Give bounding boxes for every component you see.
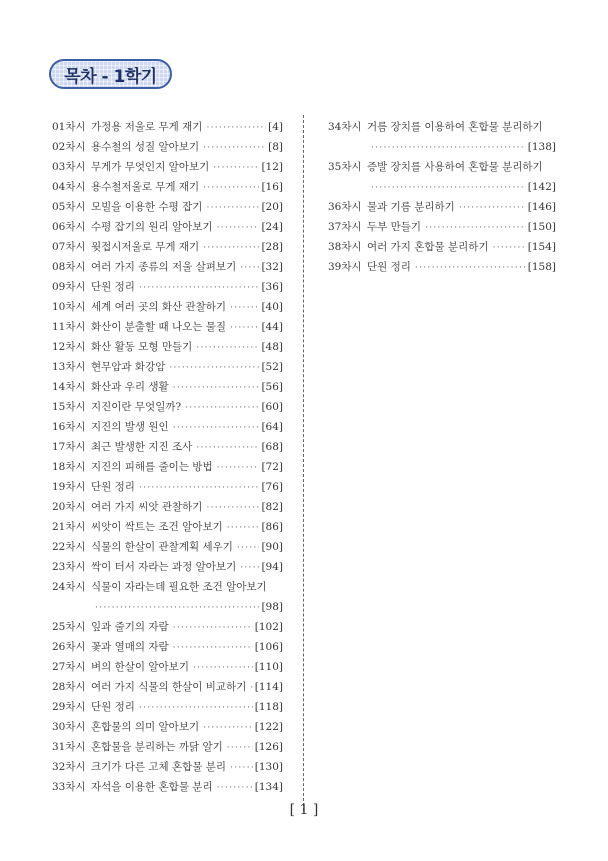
page-ref: [40] <box>261 301 283 313</box>
page-ref: [60] <box>261 401 283 413</box>
lesson-title: 꽃과 열매의 자람 <box>91 641 169 653</box>
toc-entry[interactable] <box>328 117 556 157</box>
page-ref: [32] <box>261 261 283 273</box>
lesson-title: 여러 가지 종류의 저울 살펴보기 <box>91 261 237 273</box>
leader-dots <box>203 238 259 258</box>
leader-dots <box>459 198 526 218</box>
toc-entry[interactable] <box>52 277 283 297</box>
leader-dots <box>240 258 259 278</box>
lesson-title: 잎과 줄기의 자람 <box>91 621 169 633</box>
toc-entry[interactable] <box>52 777 283 797</box>
lesson-number: 13차시 <box>52 361 86 373</box>
lesson-number: 12차시 <box>52 341 86 353</box>
page-ref: [126] <box>254 741 283 753</box>
leader-dots <box>237 538 260 558</box>
page-ref: [102] <box>254 621 283 633</box>
leader-dots <box>95 598 259 618</box>
lesson-title: 가정용 저울로 무게 재기 <box>91 121 203 133</box>
leader-dots <box>230 758 253 778</box>
leader-dots <box>203 718 253 738</box>
page-ref: [36] <box>261 281 283 293</box>
page-ref: [110] <box>254 661 283 673</box>
leader-dots <box>193 658 253 678</box>
leader-dots <box>250 678 252 698</box>
leader-dots <box>196 338 259 358</box>
lesson-title: 화산이 분출할 때 나오는 물질 <box>91 321 227 333</box>
leader-dots <box>371 138 526 158</box>
toc-entry[interactable] <box>52 357 283 377</box>
toc-entry[interactable] <box>328 197 556 217</box>
lesson-title: 두부 만들기 <box>367 221 422 233</box>
toc-entry[interactable] <box>52 617 283 637</box>
toc-entry[interactable] <box>52 517 283 537</box>
leader-dots <box>227 738 253 758</box>
lesson-number: 14차시 <box>52 381 86 393</box>
lesson-number: 03차시 <box>52 161 86 173</box>
page-ref: [114] <box>254 681 283 693</box>
leader-dots <box>371 178 526 198</box>
leader-dots <box>173 418 260 438</box>
lesson-title: 증발 장치를 사용하여 혼합물 분리하기 <box>367 161 543 173</box>
leader-dots <box>217 778 253 798</box>
lesson-title: 단원 정리 <box>91 281 135 293</box>
lesson-title: 혼합물을 분리하는 까닭 알기 <box>91 741 223 753</box>
lesson-number: 33차시 <box>52 781 86 793</box>
leader-dots <box>206 198 259 218</box>
toc-entry[interactable] <box>52 697 283 717</box>
leader-dots <box>203 178 259 198</box>
lesson-title: 단원 정리 <box>91 481 135 493</box>
lesson-number: 18차시 <box>52 461 86 473</box>
lesson-title: 식물의 한살이 관찰계획 세우기 <box>91 541 233 553</box>
page-ref: [16] <box>261 181 283 193</box>
lesson-number: 11차시 <box>52 321 86 333</box>
lesson-number: 09차시 <box>52 281 86 293</box>
lesson-number: 34차시 <box>328 121 362 133</box>
lesson-number: 29차시 <box>52 701 86 713</box>
leader-dots <box>203 138 266 158</box>
toc-right-column <box>328 117 556 277</box>
lesson-title: 무게가 무엇인지 알아보기 <box>91 161 210 173</box>
lesson-number: 05차시 <box>52 201 86 213</box>
toc-entry[interactable] <box>52 237 283 257</box>
lesson-title: 현무암과 화강암 <box>91 361 166 373</box>
leader-dots <box>230 298 259 318</box>
toc-entry[interactable] <box>52 317 283 337</box>
page-ref: [138] <box>527 141 556 153</box>
leader-dots <box>217 458 260 478</box>
leader-dots <box>185 398 259 418</box>
lesson-title: 용수철의 성질 알아보기 <box>91 141 200 153</box>
page-ref: [142] <box>527 181 556 193</box>
page-ref: [64] <box>261 421 283 433</box>
leader-dots <box>173 638 253 658</box>
lesson-title: 자석을 이용한 혼합물 분리 <box>91 781 213 793</box>
lesson-number: 17차시 <box>52 441 86 453</box>
lesson-title: 지진의 피해를 줄이는 방법 <box>91 461 213 473</box>
page-ref: [48] <box>261 341 283 353</box>
lesson-number: 28차시 <box>52 681 86 693</box>
lesson-title: 여러 가지 혼합물 분리하기 <box>367 241 489 253</box>
leader-dots <box>139 278 260 298</box>
toc-entry[interactable] <box>52 157 283 177</box>
lesson-number: 08차시 <box>52 261 86 273</box>
leader-dots <box>240 558 259 578</box>
page-ref: [4] <box>268 121 283 133</box>
lesson-title: 단원 정리 <box>91 701 135 713</box>
lesson-number: 38차시 <box>328 241 362 253</box>
lesson-number: 23차시 <box>52 561 86 573</box>
lesson-title: 싹이 터서 자라는 과정 알아보기 <box>91 561 237 573</box>
leader-dots <box>425 218 526 238</box>
lesson-number: 22차시 <box>52 541 86 553</box>
lesson-number: 10차시 <box>52 301 86 313</box>
page-ref: [118] <box>254 701 283 713</box>
lesson-number: 19차시 <box>52 481 86 493</box>
page-ref: [28] <box>261 241 283 253</box>
lesson-number: 25차시 <box>52 621 86 633</box>
toc-entry[interactable] <box>52 257 283 277</box>
leader-dots <box>206 118 266 138</box>
toc-entry[interactable] <box>52 537 283 557</box>
leader-dots <box>415 258 526 278</box>
lesson-number: 26차시 <box>52 641 86 653</box>
lesson-number: 01차시 <box>52 121 86 133</box>
lesson-title: 물과 기름 분리하기 <box>367 201 455 213</box>
page-ref: [154] <box>527 241 556 253</box>
toc-entry[interactable] <box>52 337 283 357</box>
toc-entry[interactable] <box>328 257 556 277</box>
toc-left-column <box>52 117 283 797</box>
lesson-title: 여러 가지 씨앗 관찰하기 <box>91 501 203 513</box>
toc-entry[interactable] <box>52 737 283 757</box>
lesson-number: 31차시 <box>52 741 86 753</box>
lesson-number: 24차시 <box>52 581 86 593</box>
page-ref: [98] <box>261 601 283 613</box>
lesson-number: 07차시 <box>52 241 86 253</box>
lesson-title: 세계 여러 곳의 화산 관찰하기 <box>91 301 227 313</box>
page-ref: [106] <box>254 641 283 653</box>
toc-entry[interactable] <box>52 177 283 197</box>
toc-entry[interactable] <box>52 117 283 137</box>
page-ref: [24] <box>261 221 283 233</box>
page-title: 목차 - 1학기 <box>49 59 172 89</box>
lesson-number: 30차시 <box>52 721 86 733</box>
lesson-title: 수평 잡기의 원리 알아보기 <box>91 221 213 233</box>
lesson-title: 화산 활동 모형 만들기 <box>91 341 193 353</box>
leader-dots <box>169 358 259 378</box>
page-ref: [20] <box>261 201 283 213</box>
lesson-number: 15차시 <box>52 401 86 413</box>
page-ref: [130] <box>254 761 283 773</box>
toc-entry[interactable] <box>52 477 283 497</box>
page-ref: [146] <box>527 201 556 213</box>
page-ref: [8] <box>268 141 283 153</box>
lesson-title: 식물이 자라는데 필요한 조건 알아보기 <box>91 581 267 593</box>
lesson-title: 크기가 다른 고체 혼합물 분리 <box>91 761 227 773</box>
toc-entry[interactable] <box>52 717 283 737</box>
lesson-number: 20차시 <box>52 501 86 513</box>
lesson-number: 21차시 <box>52 521 86 533</box>
page-ref: [56] <box>261 381 283 393</box>
page-number: [ 1 ] <box>289 802 319 818</box>
page-ref: [82] <box>261 501 283 513</box>
page-ref: [72] <box>261 461 283 473</box>
page-ref: [94] <box>261 561 283 573</box>
lesson-number: 06차시 <box>52 221 86 233</box>
page-ref: [122] <box>254 721 283 733</box>
page-ref: [76] <box>261 481 283 493</box>
leader-dots <box>230 318 259 338</box>
toc-entry[interactable] <box>328 157 556 197</box>
lesson-title: 화산과 우리 생활 <box>91 381 169 393</box>
page-ref: [150] <box>527 221 556 233</box>
lesson-number: 04차시 <box>52 181 86 193</box>
lesson-number: 35차시 <box>328 161 362 173</box>
leader-dots <box>173 378 260 398</box>
toc-entry[interactable] <box>52 637 283 657</box>
toc-entry[interactable] <box>52 417 283 437</box>
toc-entry[interactable] <box>52 397 283 417</box>
page-ref: [12] <box>261 161 283 173</box>
toc-entry[interactable] <box>52 757 283 777</box>
leader-dots <box>227 518 260 538</box>
toc-entry[interactable] <box>52 297 283 317</box>
leader-dots <box>173 618 253 638</box>
column-divider <box>303 115 304 811</box>
page-ref: [52] <box>261 361 283 373</box>
toc-entry[interactable] <box>52 197 283 217</box>
lesson-title: 지진의 발생 원인 <box>91 421 169 433</box>
leader-dots <box>139 698 253 718</box>
page-ref: [134] <box>254 781 283 793</box>
leader-dots <box>139 478 260 498</box>
leader-dots <box>196 438 259 458</box>
lesson-title: 용수철저울로 무게 재기 <box>91 181 200 193</box>
page-ref: [44] <box>261 321 283 333</box>
lesson-title: 모빌을 이용한 수평 잡기 <box>91 201 203 213</box>
toc-entry[interactable] <box>52 557 283 577</box>
lesson-number: 39차시 <box>328 261 362 273</box>
page-ref: [158] <box>527 261 556 273</box>
toc-entry[interactable] <box>52 457 283 477</box>
lesson-title: 단원 정리 <box>367 261 411 273</box>
toc-entry[interactable] <box>52 217 283 237</box>
toc-entry[interactable] <box>52 437 283 457</box>
lesson-number: 36차시 <box>328 201 362 213</box>
page-ref: [90] <box>261 541 283 553</box>
toc-entry[interactable] <box>52 497 283 517</box>
leader-dots <box>206 498 259 518</box>
toc-entry[interactable] <box>328 217 556 237</box>
toc-entry[interactable] <box>52 677 283 697</box>
lesson-number: 16차시 <box>52 421 86 433</box>
lesson-title: 혼합물의 의미 알아보기 <box>91 721 200 733</box>
lesson-title: 여러 가지 식물의 한살이 비교하기 <box>91 681 247 693</box>
leader-dots <box>493 238 526 258</box>
lesson-title: 거름 장치를 이용하여 혼합물 분리하기 <box>367 121 543 133</box>
lesson-number: 37차시 <box>328 221 362 233</box>
lesson-title: 윗접시저울로 무게 재기 <box>91 241 200 253</box>
lesson-title: 벼의 한살이 알아보기 <box>91 661 189 673</box>
lesson-title: 지진이란 무엇일까? <box>91 401 182 413</box>
lesson-title: 씨앗이 싹트는 조건 알아보기 <box>91 521 223 533</box>
lesson-title: 최근 발생한 지진 조사 <box>91 441 193 453</box>
toc-entry[interactable] <box>328 237 556 257</box>
page-ref: [68] <box>261 441 283 453</box>
toc-entry[interactable] <box>52 577 283 617</box>
toc-entry[interactable] <box>52 657 283 677</box>
leader-dots <box>213 158 259 178</box>
lesson-number: 27차시 <box>52 661 86 673</box>
lesson-number: 02차시 <box>52 141 86 153</box>
leader-dots <box>217 218 260 238</box>
lesson-number: 32차시 <box>52 761 86 773</box>
page-ref: [86] <box>261 521 283 533</box>
toc-entry[interactable] <box>52 137 283 157</box>
toc-entry[interactable] <box>52 377 283 397</box>
